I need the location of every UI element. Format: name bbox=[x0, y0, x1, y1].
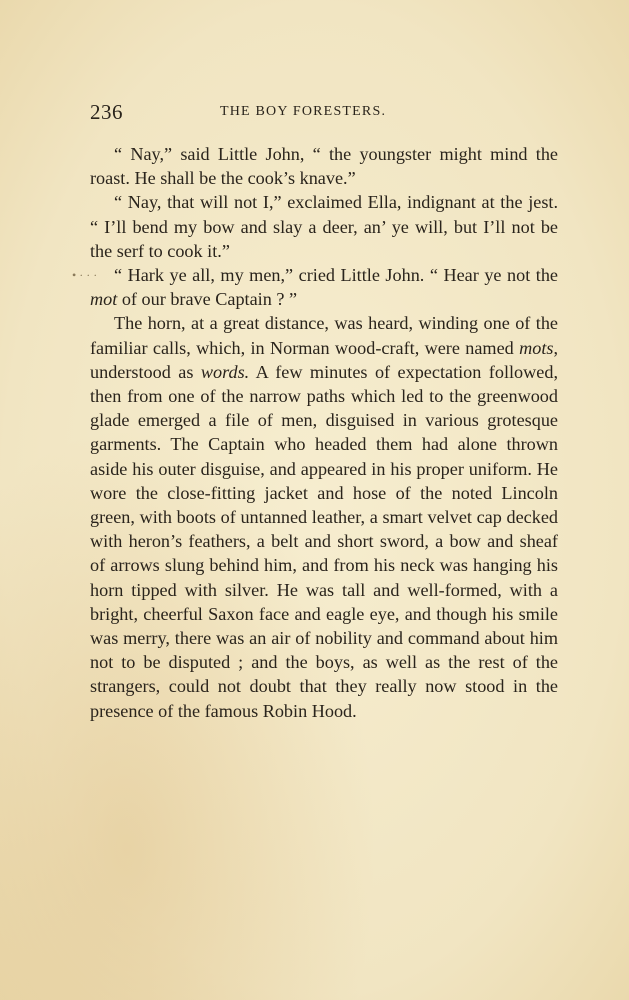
italic-word: mots bbox=[519, 337, 554, 358]
italic-word: mot bbox=[90, 289, 118, 310]
paragraph-text: “ Nay,” said Little John, “ the youngster might mind the roast. He shall be the cook’s knave.” bbox=[90, 144, 558, 189]
paragraph-text: , understood as bbox=[90, 337, 558, 382]
paragraph bbox=[90, 311, 558, 722]
paragraph-text: “ Nay, that will not I,” exclaimed Ella, indignant at the jest. “ I’ll bend my bow and slay a deer, an’ ye will, but I’ll not be the serf to cook it.” bbox=[90, 192, 558, 261]
paragraph-text: “ Hark ye all, my men,” cried Little John. “ Hear ye not the bbox=[114, 265, 558, 286]
paragraph-text: of our brave Captain ? ” bbox=[117, 289, 298, 310]
paragraph-text: The horn, at a great distance, was heard, winding one of the familiar calls, which, in Norman wood-craft, were named bbox=[90, 313, 558, 358]
paragraph bbox=[90, 190, 558, 263]
paragraph-text: A few minutes of expectation followed, then from one of the narrow paths which led to the greenwood glade emerged a file of men, disguised in various grotesque garments. The Captain who headed them had alone thrown aside his outer disguise, and appeared in his proper uniform. He wore the close-fitting jacket and hose of the noted Lincoln green, with boots of untanned leather, a smart velvet cap decked with heron’s feathers, a belt and short sword, a bow and sheaf of arrows slung behind him, and from his neck was hanging his horn tipped with silver. He was tall and well-formed, with a bright, cheerful Saxon face and eagle eye, and though his smile was merry, there was an air of nobility and command about him not to be disputed ; and the boys, as well as the rest of the strangers, could not doubt that they really now stood in the presence of the famous Robin Hood. bbox=[90, 361, 558, 721]
page-header bbox=[90, 100, 560, 130]
running-head: THE BOY FORESTERS. bbox=[220, 104, 387, 119]
margin-mark: • · · · bbox=[72, 268, 98, 282]
paragraph bbox=[90, 142, 558, 190]
body-text bbox=[90, 142, 558, 723]
italic-word: words. bbox=[200, 361, 250, 382]
paragraph bbox=[90, 263, 558, 311]
page-number: 236 bbox=[90, 100, 123, 124]
